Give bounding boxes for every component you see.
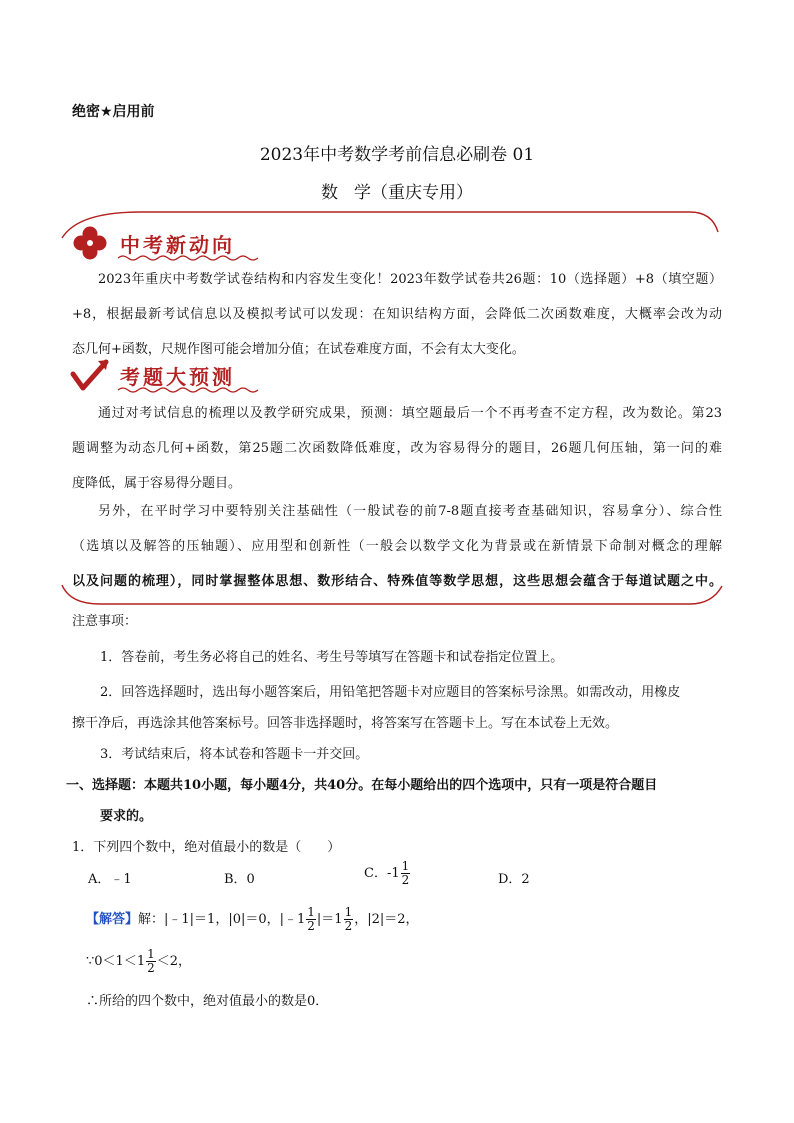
paragraph-line: 度降低，属于容易得分题目。 [72,476,242,491]
fraction-denominator: 2 [344,919,353,933]
option-c-value: -1 [386,866,400,881]
paragraph-line: 另外，在平时学习中要特别关注基础性（一般试卷的前7-8题直接考查基础知识，容易拿分）、综合性 [98,504,722,519]
fraction-numerator: 1 [344,905,353,919]
because-part-1: ∵0＜1＜1 [86,954,146,969]
subject-char: 数 [321,183,338,203]
new-trend-paragraph [72,262,722,367]
fraction-numerator: 1 [401,859,410,873]
option-b: B．0 [224,872,255,887]
four-petal-flower-icon [70,226,110,260]
answer-tag: 【解答】 [86,912,139,927]
paragraph-line: 通过对考试信息的梳理以及教学研究成果，预测：填空题最后一个不再考查不定方程，改为数论。第23 [98,406,722,421]
paragraph-line: 以及问题的梳理），同时掌握整体思想、数形结合、特殊值等数学思想，这些思想会蕴含于每道试题之中。 [72,574,722,589]
fraction-denominator: 2 [307,919,315,933]
fraction [344,906,354,933]
note-item-2-line-2: 擦干净后，再选涂其他答案标号。回答非选择题时，将答案写在答题卡上。写在本试卷上无效。 [72,716,619,731]
prediction-paragraph-1 [72,396,722,501]
section-heading-prediction [70,358,235,392]
exam-title: 2023年中考数学考前信息必刷卷 01 [259,145,535,165]
section-heading-text: 考题大预测 [120,364,235,389]
section-one-line-1: 一、选择题：本题共10小题，每小题4分，共40分。在每小题给出的四个选项中，只有一项是符合题目 [66,778,658,793]
fraction [401,860,411,887]
subject-rest: 学（重庆专用） [354,183,473,203]
notes-label: 注意事项： [72,614,138,629]
fraction [146,948,156,975]
therefore-line: ∴所给的四个数中，绝对值最小的数是0． [86,994,329,1009]
paragraph-line: +8，根据最新考试信息以及模拟考试可以发现：在知识结构方面，会降低二次函数难度，大概率会改为动 [72,307,722,322]
because-part-2: ＜2， [156,954,192,969]
section-one-line-2: 要求的。 [100,809,153,824]
section-heading-new-trend [70,226,235,260]
section-heading-text: 中考新动向 [120,232,235,257]
option-c-prefix: C． [364,866,387,881]
paragraph-line: （选填以及解答的压轴题）、应用型和创新性（一般会以数学文化为背景或在新情景下命制对概念的理解 [72,539,722,554]
fraction-denominator: 2 [147,961,155,975]
prediction-paragraph-2 [72,494,722,599]
answer-line [86,906,419,933]
note-item-1: 1．答卷前，考生务必将自己的姓名、考生号等填写在答题卡和试卷指定位置上。 [100,650,564,665]
because-line [86,948,191,975]
secret-label: 绝密★启用前 [72,104,155,120]
fraction-numerator: 1 [147,947,155,961]
paragraph-line: 态几何+函数，尺规作图可能会增加分值；在试卷难度方面，不会有太大变化。 [72,342,525,357]
question-1-stem: 1．下列四个数中，绝对值最小的数是（ ） [72,840,341,855]
fraction-numerator: 1 [307,905,315,919]
fraction-denominator: 2 [401,873,410,887]
answer-part-1: 解：|﹣1|＝1，|0|＝0，|﹣1 [138,912,306,927]
paragraph-line: 2023年重庆中考数学试卷结构和内容发生变化！2023年数学试卷共26题：10（选择题）+8（填空题） [98,272,722,287]
answer-part-2: |＝1 [316,912,343,927]
exam-subject [0,178,794,203]
option-d: D．2 [498,872,530,887]
paragraph-line: 题调整为动态几何+函数，第25题二次函数降低难度，改为容易得分的题目，26题几何压轴，第一问的难 [72,441,722,456]
check-arrow-icon [70,358,110,392]
note-item-2-line-1: 2．回答选择题时，选出每小题答案后，用铅笔把答题卡对应题目的答案标号涂黑。如需改动，用橡皮 [100,685,681,700]
note-item-3: 3．考试结束后，将本试卷和答题卡一并交回。 [100,747,369,762]
option-c [364,860,411,887]
option-a: A．﹣1 [88,872,132,887]
answer-part-3: ，|2|＝2， [354,912,419,927]
fraction [306,906,316,933]
